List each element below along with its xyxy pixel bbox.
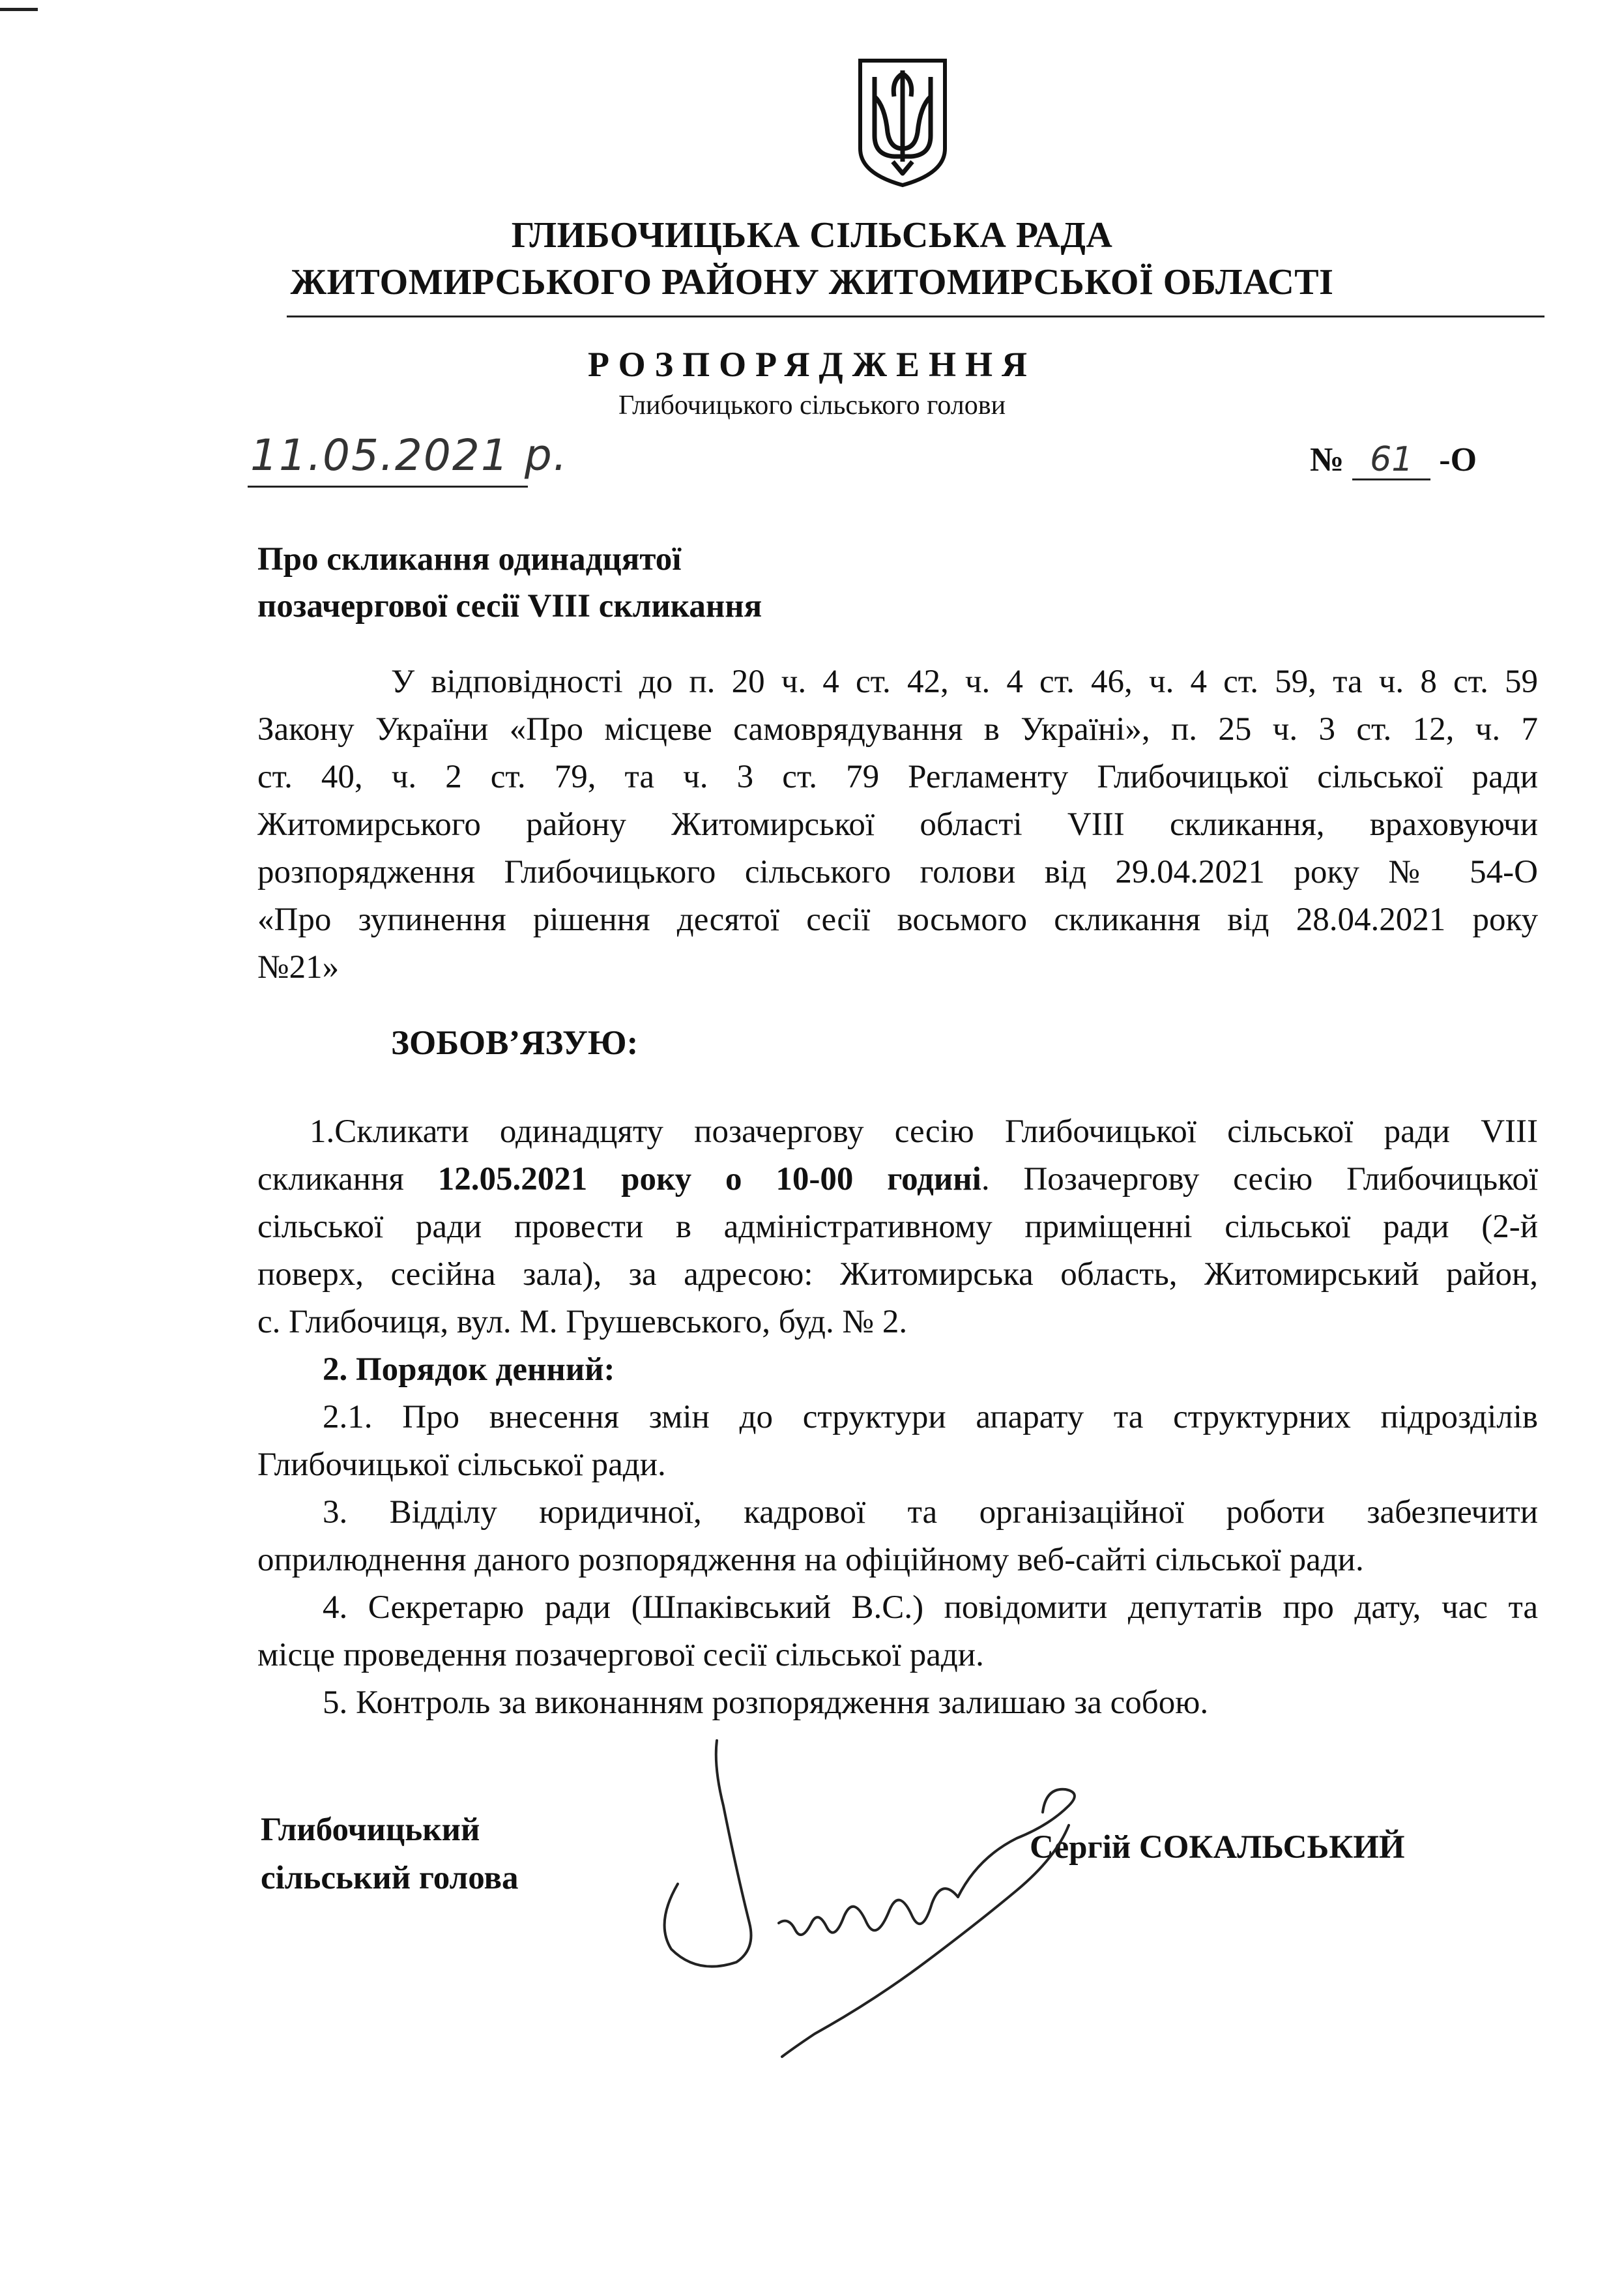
preamble-line: розпорядження Глибочицького сільського голови від 29.04.2021 року № 54-О bbox=[257, 854, 1538, 890]
handwritten-date: 11.05.2021 р. bbox=[250, 430, 568, 480]
document-subtitle: Глибочицького сільського голови bbox=[618, 390, 1006, 420]
item5-line: 5. Контроль за виконанням розпорядження залишаю за собою. bbox=[323, 1684, 1209, 1721]
subject-line1: Про скликання одинадцятої bbox=[257, 541, 682, 578]
item2-agenda-heading: 2. Порядок денний: bbox=[323, 1351, 615, 1388]
signatory-name: Сергій СОКАЛЬСЬКИЙ bbox=[1030, 1829, 1405, 1866]
preamble-line: У відповідності до п. 20 ч. 4 ст. 42, ч. 4 ст. 46, ч. 4 ст. 59, та ч. 8 ст. 59 bbox=[391, 664, 1538, 700]
item21-line: 2.1. Про внесення змін до структури апарату та структурних підрозділів bbox=[323, 1399, 1538, 1435]
session-datetime: 12.05.2021 року о 10-00 годині bbox=[437, 1161, 981, 1197]
item1-line: 1.Скликати одинадцяту позачергову сесію Глибочицької сільської ради VIII bbox=[310, 1113, 1538, 1150]
item21-line: Глибочицької сільської ради. bbox=[257, 1447, 666, 1483]
document-subject bbox=[257, 536, 762, 630]
handwritten-number: 61 bbox=[1352, 441, 1430, 480]
signatory-title-line2: сільський голова bbox=[261, 1860, 519, 1896]
document-number bbox=[1310, 441, 1477, 480]
org-name-line1: ГЛИБОЧИЦЬКА СІЛЬСЬКА РАДА bbox=[511, 215, 1113, 256]
document-type: РОЗПОРЯДЖЕННЯ bbox=[587, 345, 1037, 384]
number-prefix: № bbox=[1310, 441, 1344, 478]
handwritten-signature bbox=[652, 1727, 1108, 2096]
item3-line: оприлюднення даного розпорядження на офіційному веб-сайті сільської ради. bbox=[257, 1542, 1364, 1578]
signatory-title bbox=[261, 1806, 519, 1902]
item4-line: місце проведення позачергової сесії сільської ради. bbox=[257, 1637, 984, 1673]
item1-text: . Позачергову сесію Глибочицької bbox=[981, 1161, 1538, 1197]
preamble-line: ст. 40, ч. 2 ст. 79, та ч. 3 ст. 79 Регламенту Глибочицької сільської ради bbox=[257, 759, 1538, 795]
item1-line: сільської ради провести в адміністративному приміщенні сільської ради (2-й bbox=[257, 1209, 1538, 1245]
item1-line bbox=[257, 1156, 1538, 1203]
item1-text: скликання bbox=[257, 1161, 438, 1197]
preamble-paragraph bbox=[257, 658, 1538, 992]
org-name-line2: ЖИТОМИРСЬКОГО РАЙОНУ ЖИТОМИРСЬКОЇ ОБЛАСТІ bbox=[290, 262, 1334, 302]
preamble-line: «Про зупинення рішення десятої сесії восьмого скликання від 28.04.2021 року bbox=[257, 902, 1538, 938]
item3-line: 3. Відділу юридичної, кадрової та організаційної роботи забезпечити bbox=[323, 1494, 1538, 1531]
preamble-line: Закону України «Про місцеве самоврядування в Україні», п. 25 ч. 3 ст. 12, ч. 7 bbox=[257, 711, 1538, 748]
header-divider bbox=[287, 316, 1544, 317]
subject-line2: позачергової сесії VIII скликання bbox=[257, 588, 762, 624]
preamble-line: №21» bbox=[257, 949, 340, 986]
item1-line: поверх, сесійна зала), за адресою: Житомирська область, Житомирський район, bbox=[257, 1256, 1538, 1293]
number-suffix: -О bbox=[1439, 441, 1477, 478]
item4-line: 4. Секретарю ради (Шпаківський В.С.) повідомити депутатів про дату, час та bbox=[323, 1589, 1538, 1626]
coat-of-arms-icon bbox=[854, 57, 951, 191]
order-items bbox=[257, 1108, 1538, 1727]
date-underline bbox=[248, 486, 528, 488]
scan-artifact bbox=[0, 8, 38, 11]
oblige-heading: ЗОБОВ’ЯЗУЮ: bbox=[391, 1024, 639, 1062]
item1-line: с. Глибочиця, вул. М. Грушевського, буд. № 2. bbox=[257, 1304, 908, 1340]
preamble-line: Житомирського району Житомирської області VIII скликання, враховуючи bbox=[257, 806, 1538, 843]
signatory-title-line1: Глибочицький bbox=[261, 1812, 480, 1848]
